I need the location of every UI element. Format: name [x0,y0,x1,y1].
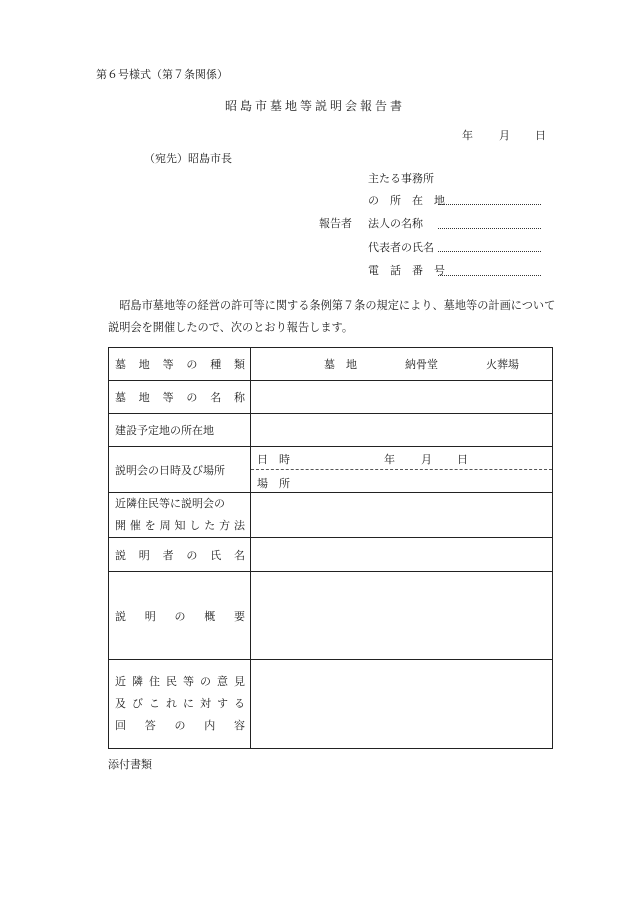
site-location-cell[interactable] [251,414,553,447]
corporation-name-line[interactable] [438,228,541,229]
presenter-name-label-cell [109,538,251,572]
meeting-datetime-subrow[interactable] [251,447,552,470]
opinions-label-line1: 近 隣 住 民 等 の 意 見 [115,675,245,688]
opinions-label-cell [109,660,251,749]
phone-label: 電 話 番 号 [368,264,445,277]
corporation-name-label: 法人の名称 [368,217,423,230]
document-title: 昭島市墓地等説明会報告書 [224,99,405,113]
cemetery-type-cell[interactable] [251,348,553,381]
date-month-label: 月 [499,129,510,142]
option-crematorium[interactable]: 火葬場 [486,358,519,371]
representative-name-line[interactable] [438,251,541,252]
place-label: 場 所 [257,477,290,490]
option-cemetery[interactable]: 墓 地 [324,358,357,371]
option-columbarium[interactable]: 納骨堂 [405,358,438,371]
cemetery-name-label-cell [109,381,251,414]
summary-cell[interactable] [251,572,553,660]
notice-method-label-line2: 開 催 を 周 知 し た 方 法 [115,519,245,532]
reporter-label: 報告者 [319,217,352,230]
phone-number-line[interactable] [438,275,541,276]
office-label-line1: 主たる事務所 [368,172,434,185]
opinions-label-line2: 及 び こ れ に 対 す る [115,697,245,710]
notice-method-cell[interactable] [251,493,553,538]
addressee: （宛先）昭島市長 [144,152,232,165]
representative-label: 代表者の氏名 [368,241,434,254]
meeting-datetime-label-cell [109,447,251,493]
datetime-label: 日 時 [257,453,290,466]
summary-label-cell [109,572,251,660]
site-location-label-cell [109,414,251,447]
form-number: 第６号様式（第７条関係） [96,68,228,81]
cemetery-name-cell[interactable] [251,381,553,414]
date-day-label: 日 [535,129,546,142]
summary-label: 説 明 の 概 要 [115,609,245,623]
meeting-place-subrow[interactable] [251,470,552,492]
meeting-day-label: 日 [457,453,468,466]
meeting-month-label: 月 [421,453,432,466]
date-year-label: 年 [462,129,473,142]
meeting-datetime-label: 説明会の日時及び場所 [115,463,225,477]
site-location-label: 建設予定地の所在地 [115,424,214,437]
office-label-line2: の 所 在 地 [368,194,445,207]
meeting-datetime-cell [251,447,553,493]
body-text: 昭島市墓地等の経営の許可等に関する条例第７条の規定により、墓地等の計画について説明会を開催したので、次のとおり報告します。 [108,299,556,334]
report-table [108,347,553,749]
presenter-name-label: 説 明 者 の 氏 名 [115,548,245,562]
office-address-line[interactable] [438,204,541,205]
attachments-label: 添付書類 [108,758,152,771]
cemetery-type-label: 墓 地 等 の 種 類 [115,358,245,371]
opinions-label-line3: 回 答 の 内 容 [115,719,245,732]
meeting-year-label: 年 [384,453,395,466]
notice-method-label-line1: 近隣住民等に説明会の [115,497,225,510]
notice-method-label-cell [109,493,251,538]
cemetery-type-label-cell [109,348,251,381]
opinions-cell[interactable] [251,660,553,749]
presenter-name-cell[interactable] [251,538,553,572]
cemetery-name-label: 墓 地 等 の 名 称 [115,391,245,404]
